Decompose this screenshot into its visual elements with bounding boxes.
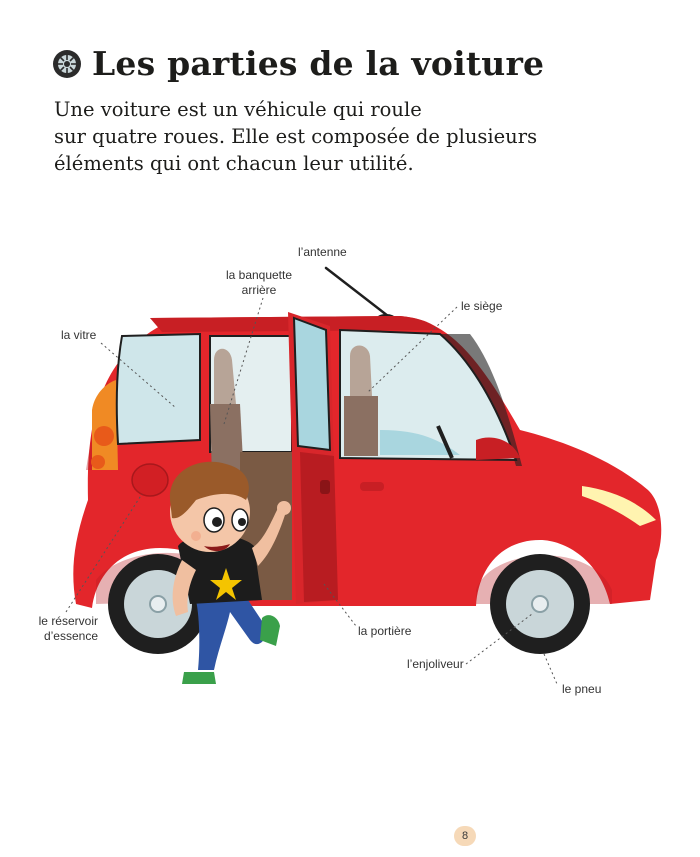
intro-line-1: Une voiture est un véhicule qui roule <box>54 98 422 121</box>
page-number: 8 <box>454 826 476 846</box>
label-window: la vitre <box>61 328 97 342</box>
label-seat: le siège <box>461 299 503 313</box>
label-fuel-tank-line-2: d’essence <box>43 629 98 643</box>
intro-line-3: éléments qui ont chacun leur utilité. <box>54 152 414 175</box>
label-hubcap: l’enjoliveur <box>407 657 464 671</box>
wheel-front <box>490 554 590 654</box>
antenna-rod <box>326 268 388 316</box>
label-antenna: l’antenne <box>298 245 347 259</box>
label-fuel-tank-line-1: le réservoir <box>38 614 98 628</box>
label-door: la portière <box>358 624 412 638</box>
car-door-open <box>288 312 338 604</box>
label-back-seat-line-1: la banquette <box>225 268 293 282</box>
label-back-seat <box>217 268 301 298</box>
label-fuel-tank <box>28 614 98 644</box>
label-back-seat-line-2: arrière <box>241 283 277 297</box>
page-title: Les parties de la voiture <box>92 44 545 83</box>
intro-line-2: sur quatre roues. Elle est composée de plusieurs <box>54 125 538 148</box>
label-tire: le pneu <box>562 682 602 696</box>
